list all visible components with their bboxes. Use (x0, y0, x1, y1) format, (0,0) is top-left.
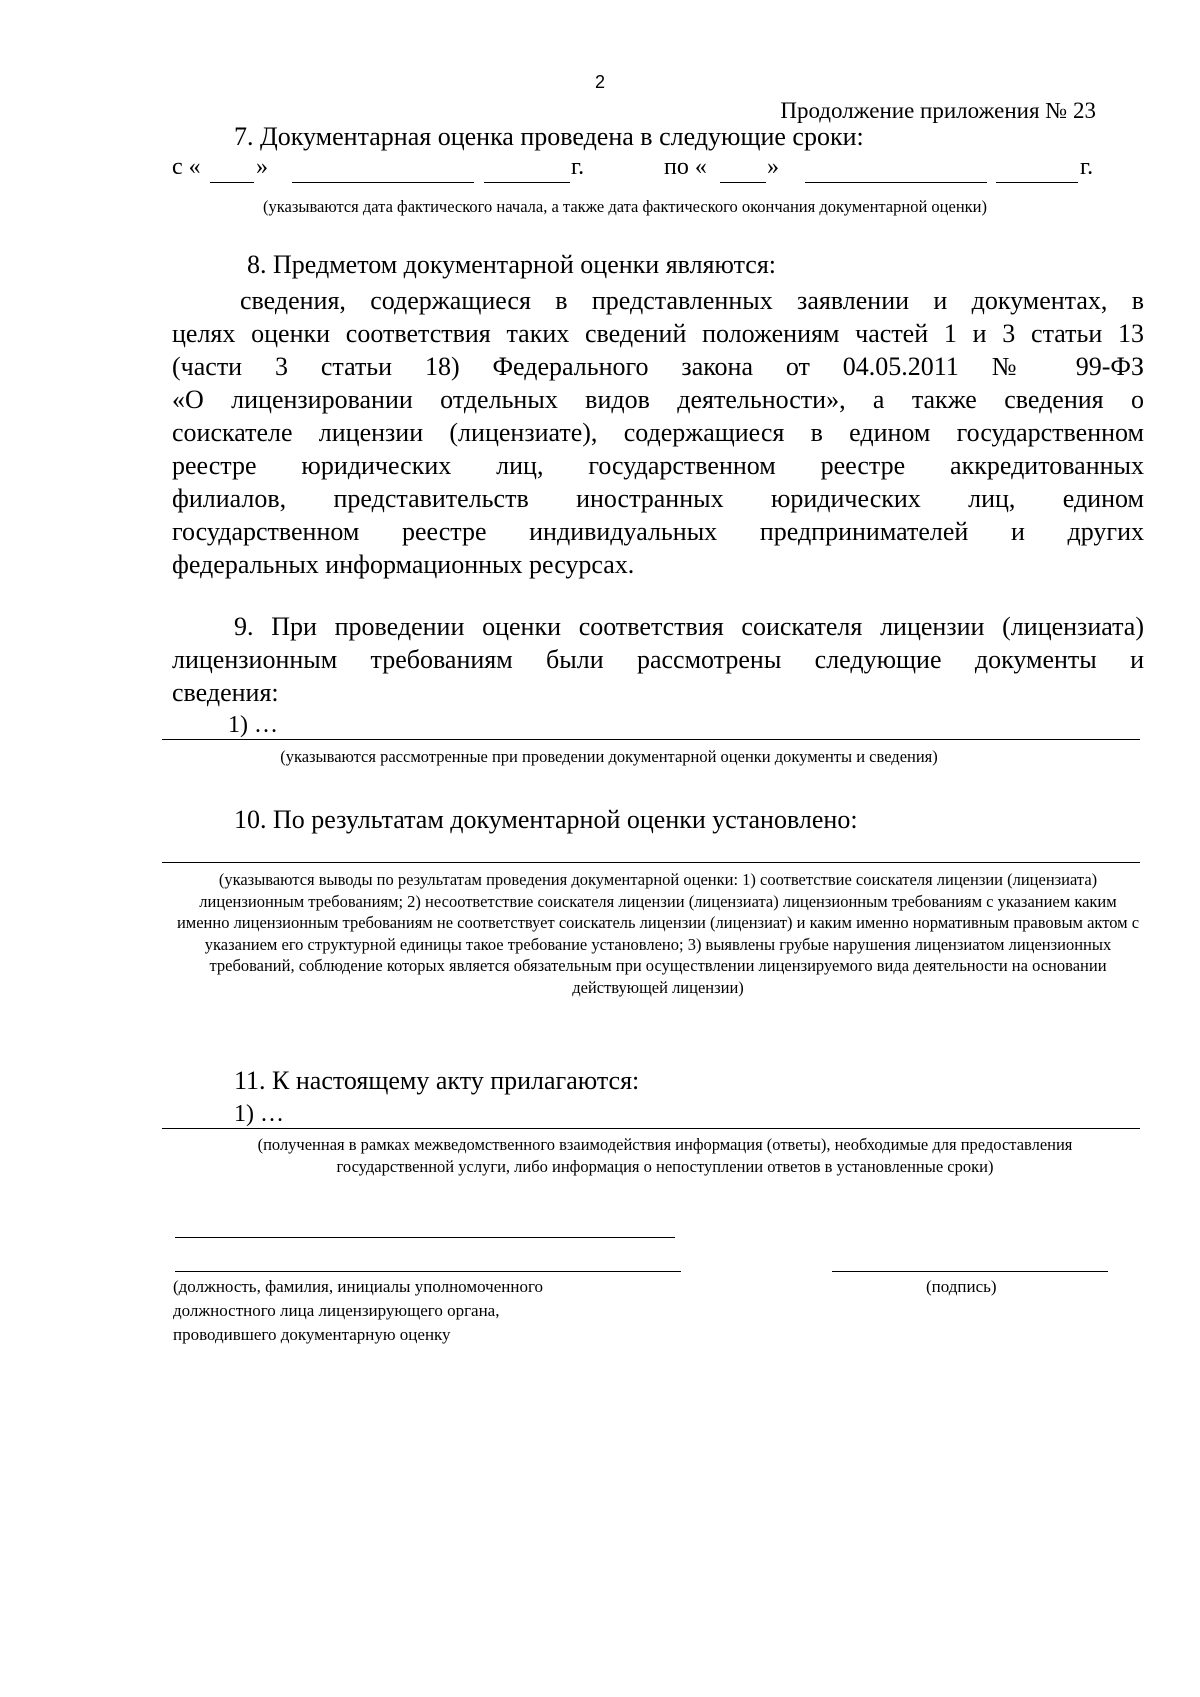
date-from-year-suffix: г. (571, 154, 585, 180)
signature-caption: (подпись) (926, 1277, 997, 1296)
section-7-heading: 7. Документарная оценка проведена в следующие сроки: (234, 122, 864, 151)
date-to-quote-close: » (767, 154, 779, 180)
date-from-month-blank (292, 182, 474, 183)
section-11-fill-line (162, 1128, 1140, 1129)
date-from-prefix: с « (172, 154, 201, 180)
section-9-note: (указываются рассмотренные при проведении документарной оценки документы и сведения) (280, 747, 938, 766)
section-9-fill-line (162, 739, 1140, 740)
official-caption-line: должностного лица лицензирующего органа, (173, 1301, 500, 1320)
date-from-quote-close: » (256, 154, 268, 180)
official-caption (173, 1275, 543, 1347)
official-name-line (175, 1237, 675, 1238)
section-9-line: лицензионным требованиям были рассмотрены следующие документы и (172, 645, 1144, 674)
section-11-note: (полученная в рамках межведомственного взаимодействия информация (ответы), необходимые для предоставления государственной услуги, либо информация о непоступлении ответов в установленные сроки) (257, 1135, 1073, 1176)
date-from-day-blank (210, 182, 254, 183)
date-to-prefix: по « (664, 154, 707, 180)
date-to-year-suffix: г. (1080, 154, 1094, 180)
section-8-line: реестре юридических лиц, государственном реестре аккредитованных (172, 451, 1144, 480)
section-9-body (172, 610, 1144, 709)
appendix-label: Продолжение приложения № 23 (780, 98, 1096, 123)
section-8-line: сведения, содержащиеся в представленных заявлении и документах, в (240, 286, 1144, 315)
date-to-month-blank (805, 182, 987, 183)
section-10-fill-line (162, 862, 1140, 863)
official-position-line (175, 1271, 681, 1272)
date-from-year-blank (484, 182, 570, 183)
official-caption-line: (должность, фамилия, инициалы уполномоченного (173, 1277, 544, 1296)
section-8-line: «О лицензировании отдельных видов деятельности», а также сведения о (172, 385, 1144, 414)
section-8-line: филиалов, представительств иностранных юридических лиц, едином (172, 484, 1144, 513)
section-8-line: государственном реестре индивидуальных предпринимателей и других (172, 517, 1144, 546)
section-11-item: 1) … (234, 1101, 284, 1127)
section-8-line: федеральных информационных ресурсах. (172, 550, 635, 579)
section-9-line: сведения: (172, 678, 279, 707)
official-caption-line: проводившего документарную оценку (173, 1325, 451, 1344)
date-to-year-blank (996, 182, 1078, 183)
date-to-day-blank (720, 182, 766, 183)
section-8-line: целях оценки соответствия таких сведений положениям частей 1 и 3 статьи 13 (172, 319, 1144, 348)
page-number: 2 (594, 72, 605, 92)
signature-line (832, 1271, 1108, 1272)
section-9-item: 1) … (228, 712, 278, 738)
section-8-heading: 8. Предметом документарной оценки являются: (247, 250, 777, 279)
section-10-note: (указываются выводы по результатам проведения документарной оценки: 1) соответствие соискателя лицензии (лицензиата) лицензионным требованиям; 2) несоответствие соискателя лицензии (лицензиата) лицензионным требованиям с указанием каким именно лицензионным требованиям не соответствует соискатель лицензии (лицензиат) и каким именно нормативным правовым актом с указанием его структурной единицы такое требование установлено; 3) выявлены грубые нарушения лицензиатом лицензионных требований, соблюдение которых является обязательным при осуществлении лицензируемого вида деятельности на основании действующей лицензии) (176, 870, 1140, 997)
section-11-heading: 11. К настоящему акту прилагаются: (234, 1066, 640, 1095)
section-7-note: (указываются дата фактического начала, а также дата фактического окончания документарной оценки) (263, 197, 987, 216)
section-8-body (172, 284, 1144, 581)
section-8-line: (части 3 статьи 18) Федерального закона от 04.05.2011 № 99-ФЗ (172, 352, 1144, 381)
section-9-line: 9. При проведении оценки соответствия соискателя лицензии (лицензиата) (234, 612, 1144, 641)
section-10-heading: 10. По результатам документарной оценки установлено: (234, 805, 858, 834)
section-8-line: соискателе лицензии (лицензиате), содержащиеся в едином государственном (172, 418, 1144, 447)
